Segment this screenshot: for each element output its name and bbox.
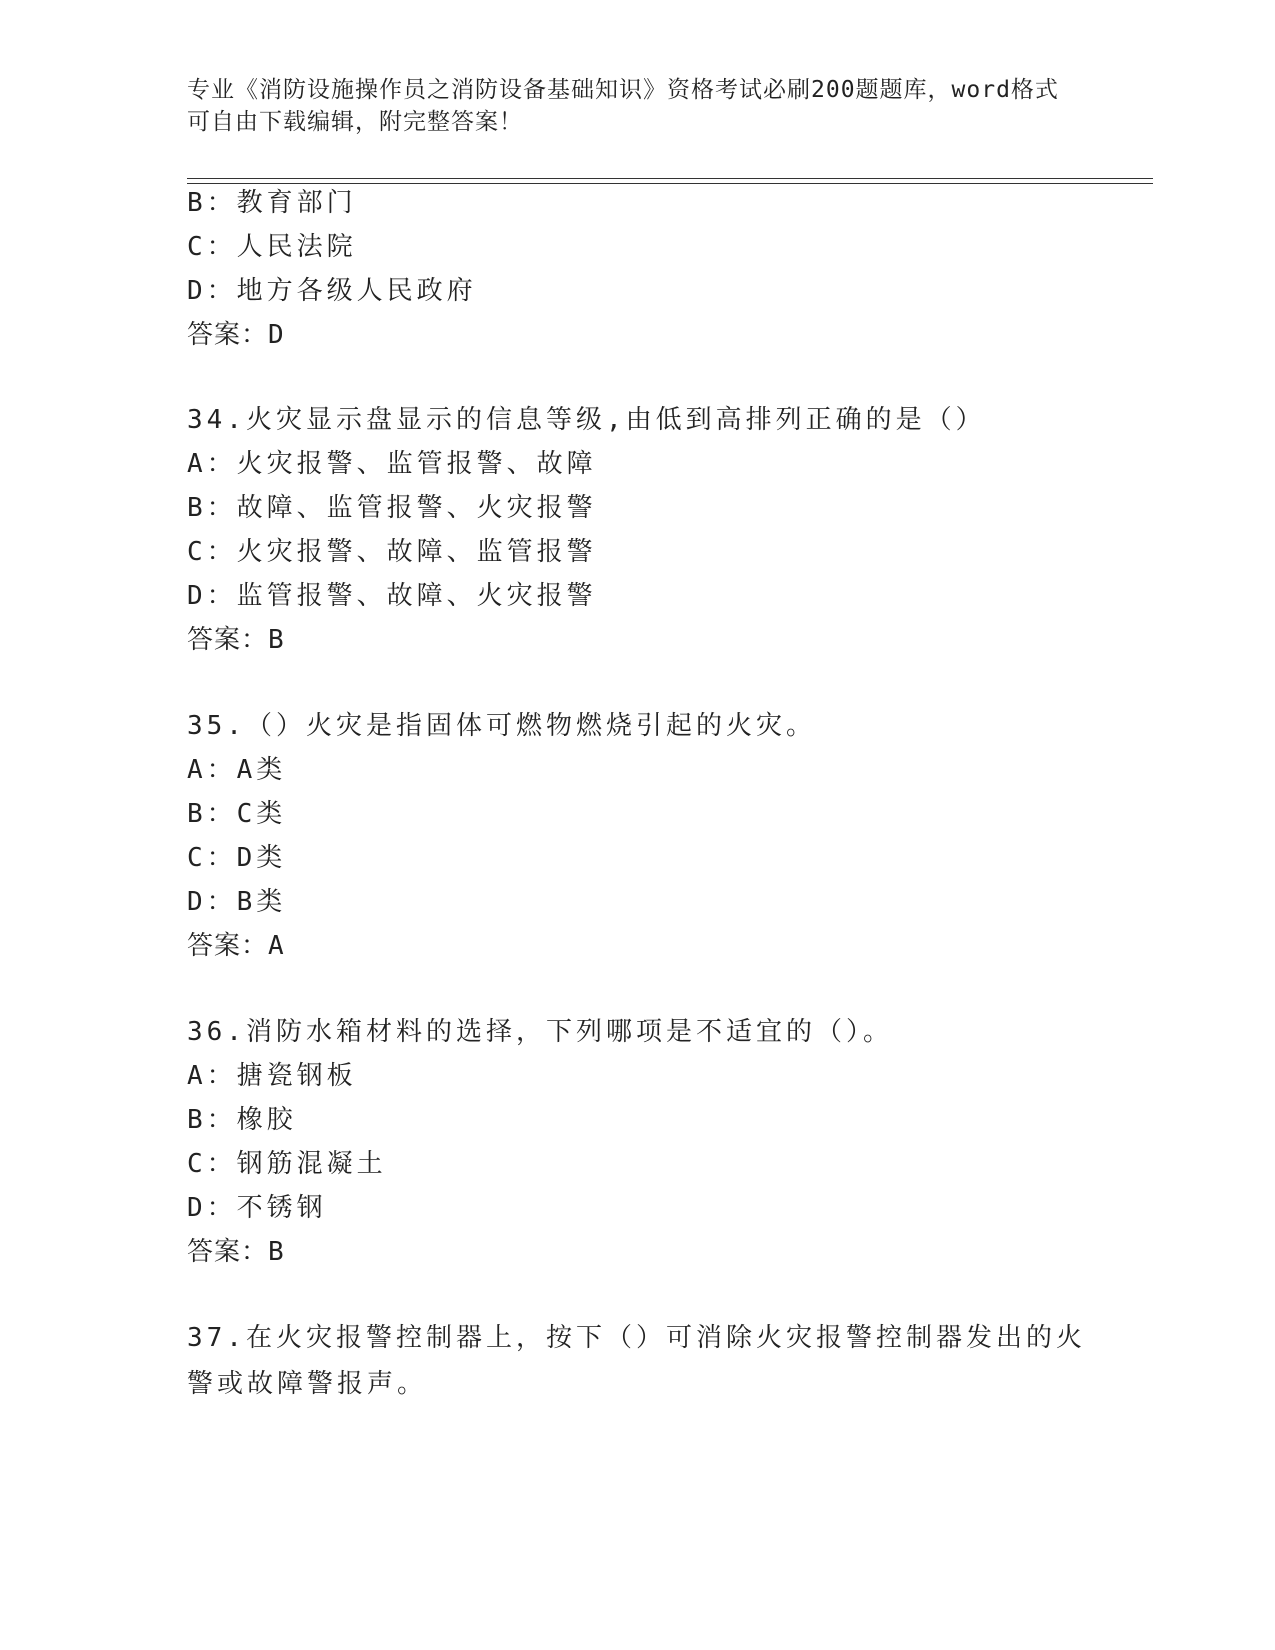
option-b: B：C类 [187, 799, 287, 829]
option-c: C：人民法院 [187, 232, 357, 262]
option-d: D：地方各级人民政府 [187, 276, 477, 306]
option-a: A：A类 [187, 755, 287, 785]
question-stem: 34.火灾显示盘显示的信息等级,由低到高排列正确的是（） [187, 405, 986, 435]
option-a: A：火灾报警、监管报警、故障 [187, 449, 597, 479]
header-rule-top [187, 178, 1153, 179]
question-stem: 37.在火灾报警控制器上，按下（）可消除火灾报警控制器发出的火警或故障警报声。 [187, 1323, 1086, 1399]
header-rule-bottom [187, 183, 1153, 184]
answer: 答案：A [187, 931, 285, 961]
answer: 答案：B [187, 625, 285, 655]
option-b: B：教育部门 [187, 188, 357, 218]
option-a: A：搪瓷钢板 [187, 1061, 357, 1091]
option-c: C：D类 [187, 843, 287, 873]
answer: 答案：B [187, 1237, 285, 1267]
option-b: B：橡胶 [187, 1105, 297, 1135]
question-stem: 35.（）火灾是指固体可燃物燃烧引起的火灾。 [187, 711, 816, 741]
option-c: C：火灾报警、故障、监管报警 [187, 537, 597, 567]
option-c: C：钢筋混凝土 [187, 1149, 387, 1179]
option-d: D：不锈钢 [187, 1193, 327, 1223]
option-d: D：监管报警、故障、火灾报警 [187, 581, 597, 611]
option-d: D：B类 [187, 887, 287, 917]
document-header: 专业《消防设施操作员之消防设备基础知识》资格考试必刷200题题库，word格式可自由下载编辑，附完整答案！ [187, 77, 1059, 135]
option-b: B：故障、监管报警、火灾报警 [187, 493, 597, 523]
answer: 答案：D [187, 320, 285, 350]
question-stem: 36.消防水箱材料的选择，下列哪项是不适宜的（）。 [187, 1017, 893, 1047]
